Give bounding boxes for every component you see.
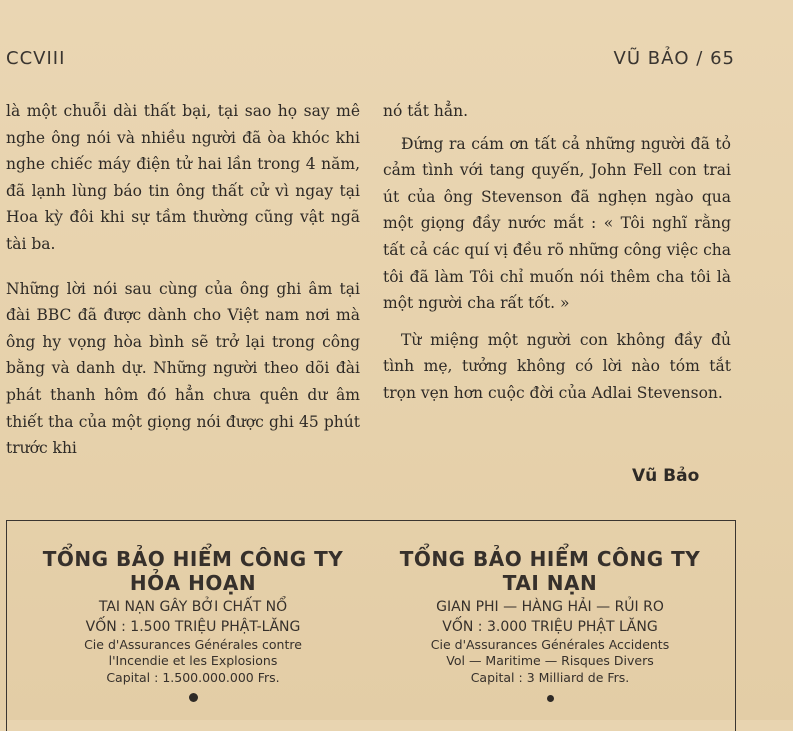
ad-french-line: Cie d'Assurances Générales Accidents (430, 637, 670, 652)
ad-title: TỔNG BẢO HIỂM CÔNG TY (42, 547, 344, 571)
ad-capital-fr: Capital : 1.500.000.000 Frs. (106, 670, 280, 685)
paragraph: Từ miệng một người con không đầy đủ tình mẹ, tưởng không có lời nào tóm tắt trọn vẹn hơn cuộc đời của Adlai Stevenson. (383, 330, 731, 402)
insurance-advertisement-box (6, 520, 736, 731)
ad-fire-insurance (23, 547, 363, 706)
page-section-marker: CCVIII (6, 48, 66, 69)
ad-capital-vn: VỐN : 3.000 TRIỆU PHẬT LĂNG (442, 619, 658, 635)
ad-capital-fr: Capital : 3 Milliard de Frs. (470, 670, 630, 685)
ad-french-line: l'Incendie et les Explosions (108, 653, 278, 668)
ad-line: TAI NẠN GÂY BỞI CHẤT NỔ (98, 599, 288, 615)
paragraph: Những lời nói sau cùng của ông ghi âm tại đài BBC đã được dành cho Việt nam nơi mà ông hy vọng hòa bình sẽ trở lại trong công bằng và danh dự. Những người theo dõi đài phát thanh hôm đó hẳn chưa quên dư âm thiết tha của một giọng nói được ghi 45 phút trước khi (6, 279, 360, 458)
left-text-column (6, 98, 360, 462)
ad-french-line: Cie d'Assurances Générales contre (84, 637, 302, 652)
paragraph: nó tắt hẳn. (383, 102, 469, 120)
ad-french-line: Vol — Maritime — Risques Divers (446, 653, 654, 668)
ad-capital-vn: VỐN : 1.500 TRIỆU PHẬT-LĂNG (85, 619, 301, 635)
ad-accident-insurance (380, 547, 720, 706)
running-header-author-page: VŨ BẢO / 65 (613, 48, 735, 69)
author-signature: Vũ Bảo (632, 466, 700, 486)
bullet-dot-icon (189, 693, 198, 702)
ad-line: GIAN PHI — HÀNG HẢI — RỦI RO (436, 599, 664, 615)
paragraph: Đứng ra cám ơn tất cả những người đã tỏ cảm tình với tang quyến, John Fell con trai út của ông Stevenson đã nghẹn ngào qua một giọng đầy nước mắt : « Tôi nghĩ rằng tất cả các quí vị đều rõ những công việc cha tôi đã làm Tôi chỉ muốn nói thêm cha tôi là một người cha rất tốt. » (383, 134, 731, 313)
paragraph: là một chuỗi dài thất bại, tại sao họ say mê nghe ông nói và nhiều người đã òa khóc khi nghe chiếc máy điện tử hai lần trong 4 năm, đã lạnh lùng báo tin ông thất cử vì ngay tại Hoa kỳ đôi khi sự tầm thường cũng vật ngã tài ba. (6, 102, 360, 253)
ad-title: TỔNG BẢO HIỂM CÔNG TY (399, 547, 701, 571)
right-text-column (383, 98, 731, 407)
bullet-dot-icon (547, 695, 554, 702)
ad-subtitle: TAI NẠN (502, 571, 598, 595)
ad-subtitle: HỎA HOẠN (129, 571, 257, 595)
